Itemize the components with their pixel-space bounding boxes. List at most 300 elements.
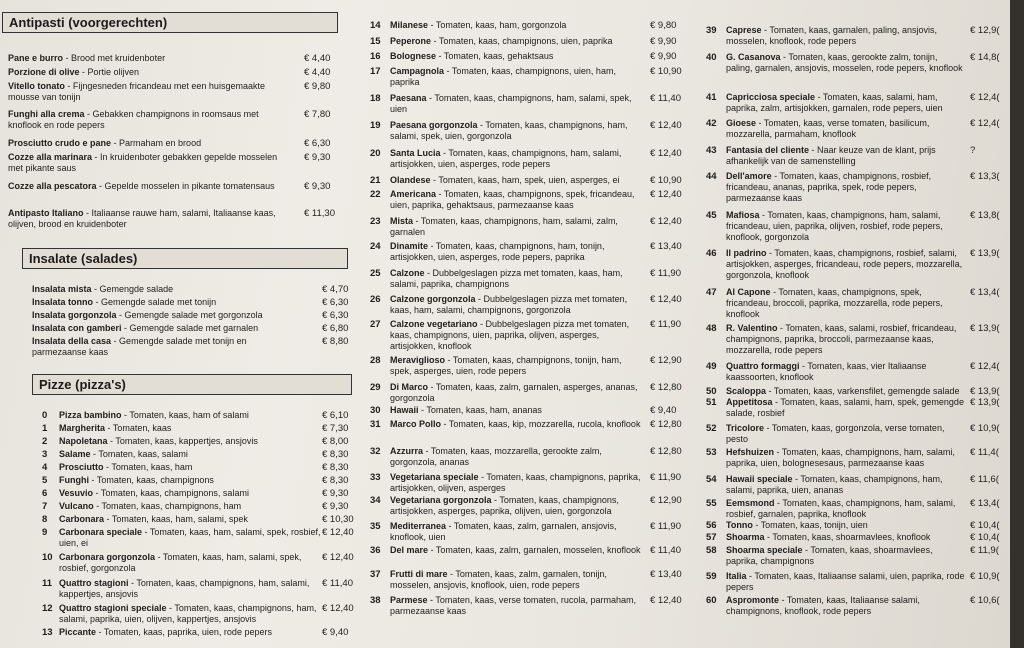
item-price: € 7,80 bbox=[304, 109, 331, 120]
item-description: - Tomaten, kaas bbox=[105, 423, 172, 433]
item-price: € 12,40 bbox=[322, 552, 354, 563]
item-name: Mafiosa bbox=[726, 210, 760, 220]
item-description: - Tomaten, kaas, salami, ham, spek, gemengde salade, rosbief bbox=[726, 397, 964, 418]
item-number: 0 bbox=[42, 410, 48, 421]
menu-item bbox=[42, 514, 352, 525]
menu-item bbox=[42, 527, 352, 549]
menu-item bbox=[706, 386, 1012, 397]
item-number: 7 bbox=[42, 501, 48, 512]
item-description: - Tomaten, kaas, champignons, tonijn, ham, spek, asperges, uien, rode pepers bbox=[390, 355, 622, 376]
item-description: - Tomaten, kaas, champignons bbox=[89, 475, 214, 485]
menu-item bbox=[42, 552, 352, 574]
item-number: 6 bbox=[42, 488, 48, 499]
item-name: Funghi bbox=[59, 475, 89, 485]
item-price: € 9,90 bbox=[650, 51, 677, 62]
menu-item bbox=[706, 397, 1012, 419]
item-number: 42 bbox=[706, 118, 717, 129]
item-number: 12 bbox=[42, 603, 53, 614]
item-price: € 11,90 bbox=[650, 319, 681, 330]
item-description: - Tomaten, kaas, champignons, artisjokken, asperges, paprika, olijven, uien, gorgonzola bbox=[390, 495, 619, 516]
menu-item bbox=[370, 595, 700, 617]
item-price: € 8,30 bbox=[322, 449, 349, 460]
item-description: - Portie olijven bbox=[79, 67, 140, 77]
menu-item bbox=[370, 294, 700, 316]
item-name: Marco Pollo bbox=[390, 419, 442, 429]
item-number: 32 bbox=[370, 446, 381, 457]
item-number: 2 bbox=[42, 436, 48, 447]
item-price: € 9,40 bbox=[322, 627, 349, 638]
item-number: 36 bbox=[370, 545, 381, 556]
item-number: 40 bbox=[706, 52, 717, 63]
item-price: € 12,40 bbox=[650, 294, 682, 305]
item-description: - Gemengde salade bbox=[91, 284, 174, 294]
item-name: Capricciosa speciale bbox=[726, 92, 816, 102]
item-description: - Tomaten, kaas, champignons, salami bbox=[93, 488, 249, 498]
item-number: 10 bbox=[42, 552, 53, 563]
item-description: - Tomaten, kaas, zalm, garnalen, asperges, ananas, gorgonzola bbox=[390, 382, 638, 403]
item-price: € 10,90 bbox=[650, 66, 682, 77]
item-price: € 12,90 bbox=[650, 355, 682, 366]
item-description: - Dubbelgeslagen pizza met tomaten, kaas, champignons, uien, paprika, olijven, asperges, artisjokken, knoflook bbox=[390, 319, 630, 351]
item-name: Calzone gorgonzola bbox=[390, 294, 476, 304]
item-number: 35 bbox=[370, 521, 381, 532]
item-price: € 12,80 bbox=[650, 446, 682, 457]
item-name: Peperone bbox=[390, 36, 432, 46]
item-description: - Tomaten, kaas, salami, ham, paprika, zalm, artisjokken, garnalen, rode pepers, uien bbox=[726, 92, 943, 113]
item-number: 14 bbox=[370, 20, 381, 31]
item-name: Piccante bbox=[59, 627, 97, 637]
menu-item bbox=[370, 241, 700, 263]
item-name: Olandese bbox=[390, 175, 431, 185]
item-price: € 13,3( bbox=[970, 171, 1000, 182]
item-name: Di Marco bbox=[390, 382, 429, 392]
item-number: 19 bbox=[370, 120, 381, 131]
item-number: 47 bbox=[706, 287, 717, 298]
menu-item bbox=[706, 287, 1012, 320]
item-name: Tonno bbox=[726, 520, 753, 530]
section-title-insalate: Insalate (salades) bbox=[22, 248, 348, 269]
item-name: Vulcano bbox=[59, 501, 94, 511]
item-name: Azzurra bbox=[390, 446, 424, 456]
item-price: € 6,10 bbox=[322, 410, 349, 421]
item-number: 1 bbox=[42, 423, 48, 434]
item-number: 3 bbox=[42, 449, 48, 460]
menu-item bbox=[706, 118, 1012, 140]
item-description: - Gepelde mosselen in pikante tomatensaus bbox=[96, 181, 275, 191]
item-description: - Italiaanse rauwe ham, salami, Italiaanse kaas, olijven, brood en kruidenboter bbox=[8, 208, 276, 229]
item-number: 5 bbox=[42, 475, 48, 486]
item-number: 22 bbox=[370, 189, 381, 200]
item-price: € 4,40 bbox=[304, 53, 331, 64]
item-number: 29 bbox=[370, 382, 381, 393]
item-description: - Tomaten, kaas, champignons, ham, salami, artisjokken, uien, asperges, rode pepers bbox=[390, 148, 622, 169]
item-name: Campagnola bbox=[390, 66, 445, 76]
item-price: € 14,8( bbox=[970, 52, 1000, 63]
item-name: Americana bbox=[390, 189, 437, 199]
item-number: 21 bbox=[370, 175, 381, 186]
item-description: - Tomaten, kaas, champignons, ham, salami, paprika, uien, bolognesesaus, parmezaanse kaas bbox=[726, 447, 955, 468]
item-description: - Tomaten, kaas, champignons, ham, salami, rosbief, garnalen, paprika, knoflook bbox=[726, 498, 956, 519]
item-price: € 8,00 bbox=[322, 436, 349, 447]
menu-item bbox=[32, 297, 352, 308]
menu-item bbox=[706, 210, 1012, 243]
item-number: 17 bbox=[370, 66, 381, 77]
item-price: € 10,6( bbox=[970, 595, 1000, 606]
item-number: 33 bbox=[370, 472, 381, 483]
item-name: Carbonara gorgonzola bbox=[59, 552, 156, 562]
item-description: - Tomaten, kaas, Italiaanse salami, champignons, knoflook, rode pepers bbox=[726, 595, 920, 616]
item-number: 23 bbox=[370, 216, 381, 227]
display-case-edge bbox=[1010, 0, 1024, 648]
item-description: - Tomaten, kaas, zalm, garnalen, ansjovis, knoflook, uien bbox=[390, 521, 617, 542]
item-description: - Gemengde salade met gorgonzola bbox=[116, 310, 263, 320]
menu-column-1 bbox=[0, 0, 355, 648]
item-price: € 9,80 bbox=[650, 20, 677, 31]
item-price: € 13,9( bbox=[970, 386, 1000, 397]
item-description: - Tomaten, kaas, champignons, ham, salami, spek, uien, gorgonzola bbox=[390, 120, 628, 141]
menu-item bbox=[370, 419, 700, 430]
item-description: - Tomaten, kaas, ham, salami, spek bbox=[104, 514, 248, 524]
item-description: - Tomaten, kaas, shoarmavlees, knoflook bbox=[764, 532, 931, 542]
item-description: - Tomaten, kaas, champignons, ham, salami, zalm, garnalen bbox=[390, 216, 618, 237]
item-price: € 12,4( bbox=[970, 361, 1000, 372]
menu-item bbox=[32, 284, 352, 295]
item-description: - Tomaten, kaas, champignons, rosbief, fricandeau, ananas, paprika, spek, rode pepers, parmezaanse kaas bbox=[726, 171, 932, 203]
menu-item bbox=[8, 67, 348, 78]
item-price: € 11,90 bbox=[650, 268, 681, 279]
menu-item bbox=[370, 545, 700, 556]
item-description: - Tomaten, kaas, champignons, paprika, artisjokken, olijven, asperges bbox=[390, 472, 641, 493]
item-name: Cozze alla marinara bbox=[8, 152, 93, 162]
item-description: - Gebakken champignons in roomsaus met knoflook en rode pepers bbox=[8, 109, 259, 130]
item-price: € 13,4( bbox=[970, 287, 1000, 298]
item-name: Insalata tonno bbox=[32, 297, 94, 307]
item-number: 44 bbox=[706, 171, 717, 182]
item-price: € 9,30 bbox=[304, 181, 331, 192]
item-number: 53 bbox=[706, 447, 717, 458]
item-description: - Tomaten, kaas, salami, rosbief, fricandeau, champignons, paprika, broccoli, parmezaanse kaas, mozzarella, rode pepers bbox=[726, 323, 957, 355]
item-price: € 12,40 bbox=[322, 527, 354, 538]
item-name: Insalata con gamberi bbox=[32, 323, 122, 333]
menu-item bbox=[370, 495, 700, 517]
item-description: - Tomaten, kaas, champignons, ham, salami, paprika, uien, olijven, kappertjes, ansjovis bbox=[59, 603, 317, 624]
item-price: € 13,40 bbox=[650, 569, 682, 580]
item-number: 16 bbox=[370, 51, 381, 62]
item-price: € 13,9( bbox=[970, 323, 1000, 334]
item-price: € 12,40 bbox=[650, 120, 682, 131]
item-price: € 13,9( bbox=[970, 248, 1000, 259]
item-description: - Tomaten, kaas, champignons, ham, salami, kappertjes, ansjovis bbox=[59, 578, 310, 599]
item-description: - Tomaten, kaas, vier Italiaanse kaassoorten, knoflook bbox=[726, 361, 927, 382]
item-price: € 4,70 bbox=[322, 284, 349, 295]
item-price: € 13,9( bbox=[970, 397, 1000, 408]
menu-item bbox=[706, 361, 1012, 383]
item-number: 34 bbox=[370, 495, 381, 506]
menu-item bbox=[42, 423, 352, 434]
item-description: - Tomaten, kaas, garnalen, paling, ansjovis, mosselen, knoflook, rode pepers bbox=[726, 25, 937, 46]
item-name: Insalata gorgonzola bbox=[32, 310, 117, 320]
item-price: € 11,9( bbox=[970, 545, 999, 556]
menu-item bbox=[42, 578, 352, 600]
item-price: € 10,9( bbox=[970, 571, 1000, 582]
item-price: € 11,4( bbox=[970, 447, 999, 458]
menu-item bbox=[370, 521, 700, 543]
item-name: Meraviglioso bbox=[390, 355, 446, 365]
item-number: 25 bbox=[370, 268, 381, 279]
menu-item bbox=[42, 488, 352, 499]
item-name: Mista bbox=[390, 216, 414, 226]
item-description: - Tomaten, kaas, mozzarella, gerookte zalm, gorgonzola, ananas bbox=[390, 446, 602, 467]
item-name: Hefshuizen bbox=[726, 447, 775, 457]
menu-item bbox=[370, 189, 700, 211]
item-name: Carbonara speciale bbox=[59, 527, 143, 537]
menu-item bbox=[42, 462, 352, 473]
item-number: 46 bbox=[706, 248, 717, 259]
item-name: Calzone vegetariano bbox=[390, 319, 478, 329]
item-number: 39 bbox=[706, 25, 717, 36]
item-name: G. Casanova bbox=[726, 52, 781, 62]
item-name: Hawaii speciale bbox=[726, 474, 793, 484]
menu-item bbox=[706, 423, 1012, 445]
menu-item bbox=[370, 175, 700, 186]
item-description: - Tomaten, kaas, ham, ananas bbox=[418, 405, 542, 415]
menu-item bbox=[32, 310, 352, 321]
item-name: Del mare bbox=[390, 545, 429, 555]
item-number: 31 bbox=[370, 419, 381, 430]
item-description: - Tomaten, kaas, verse tomaten, basilicum, mozzarella, parmaham, knoflook bbox=[726, 118, 930, 139]
menu-item bbox=[370, 569, 700, 591]
item-number: 26 bbox=[370, 294, 381, 305]
item-price: € 10,30 bbox=[322, 514, 354, 525]
item-price: € 12,40 bbox=[650, 216, 682, 227]
item-price: € 11,6( bbox=[970, 474, 999, 485]
menu-item bbox=[706, 248, 1012, 281]
menu-item bbox=[42, 449, 352, 460]
menu-item bbox=[370, 36, 700, 47]
item-number: 8 bbox=[42, 514, 48, 525]
menu-item bbox=[706, 145, 1012, 167]
item-price: € 9,40 bbox=[650, 405, 677, 416]
item-price: € 12,4( bbox=[970, 118, 1000, 129]
item-name: Italia bbox=[726, 571, 747, 581]
menu-item bbox=[370, 66, 700, 88]
item-number: 48 bbox=[706, 323, 717, 334]
item-price: € 9,90 bbox=[650, 36, 677, 47]
menu-item bbox=[8, 53, 348, 64]
menu-item bbox=[8, 81, 348, 103]
item-name: Scaloppa bbox=[726, 386, 767, 396]
item-description: - Tomaten, kaas, gerookte zalm, tonijn, paling, garnalen, ansjovis, mosselen, rode pepers, knoflook bbox=[726, 52, 963, 73]
item-description: - Tomaten, kaas, kip, mozzarella, rucola, knoflook bbox=[441, 419, 641, 429]
item-description: - Dubbelgeslagen pizza met tomaten, kaas, ham, salami, paprika, champignons bbox=[390, 268, 623, 289]
item-name: Dinamite bbox=[390, 241, 429, 251]
item-number: 38 bbox=[370, 595, 381, 606]
item-price: € 11,40 bbox=[322, 578, 353, 589]
item-name: Tricolore bbox=[726, 423, 765, 433]
item-name: Aspromonte bbox=[726, 595, 780, 605]
item-price: € 13,4( bbox=[970, 498, 1000, 509]
item-name: Funghi alla crema bbox=[8, 109, 85, 119]
item-name: Napoletana bbox=[59, 436, 108, 446]
menu-item bbox=[42, 436, 352, 447]
menu-item bbox=[32, 336, 352, 358]
item-name: Shoarma bbox=[726, 532, 765, 542]
menu-item bbox=[42, 410, 352, 421]
menu-item bbox=[706, 520, 1012, 531]
item-price: € 11,40 bbox=[650, 545, 681, 556]
item-name: Paesana gorgonzola bbox=[390, 120, 478, 130]
item-price: € 12,40 bbox=[650, 189, 682, 200]
item-name: Insalata della casa bbox=[32, 336, 112, 346]
item-price: € 10,90 bbox=[650, 175, 682, 186]
item-name: Calzone bbox=[390, 268, 425, 278]
item-name: Margherita bbox=[59, 423, 106, 433]
item-name: Cozze alla pescatora bbox=[8, 181, 97, 191]
menu-item bbox=[370, 268, 700, 290]
item-price: € 11,30 bbox=[304, 208, 335, 219]
item-name: Shoarma speciale bbox=[726, 545, 803, 555]
item-name: Al Capone bbox=[726, 287, 771, 297]
item-number: 15 bbox=[370, 36, 381, 47]
item-name: Frutti di mare bbox=[390, 569, 448, 579]
item-price: € 9,30 bbox=[322, 501, 349, 512]
item-number: 52 bbox=[706, 423, 717, 434]
item-name: Quattro stagioni bbox=[59, 578, 129, 588]
item-number: 60 bbox=[706, 595, 717, 606]
menu-item bbox=[32, 323, 352, 334]
item-number: 56 bbox=[706, 520, 717, 531]
item-description: - Tomaten, kaas, champignons, ham bbox=[93, 501, 242, 511]
menu-item bbox=[706, 474, 1012, 496]
menu-item bbox=[706, 171, 1012, 204]
menu-item bbox=[8, 181, 348, 192]
item-name: Prosciutto bbox=[59, 462, 104, 472]
item-description: - Tomaten, kaas, zalm, garnalen, tonijn, mosselen, ansjovis, knoflook, uien, rode pepers bbox=[390, 569, 607, 590]
menu-item bbox=[706, 447, 1012, 469]
item-name: Vitello tonato bbox=[8, 81, 65, 91]
item-price: € 9,80 bbox=[304, 81, 331, 92]
item-name: Antipasto Italiano bbox=[8, 208, 84, 218]
item-description: - Tomaten, kaas, champignons, uien, paprika bbox=[431, 36, 613, 46]
item-description: - Tomaten, kaas, champignons, spek, fricandeau, broccoli, paprika, mozzarella, rode pepers, knoflook bbox=[726, 287, 943, 319]
item-price: € 10,4( bbox=[970, 532, 1000, 543]
item-price: € 10,4( bbox=[970, 520, 1000, 531]
item-number: 55 bbox=[706, 498, 717, 509]
menu-item bbox=[706, 595, 1012, 617]
item-name: Pane e burro bbox=[8, 53, 64, 63]
item-description: - Brood met kruidenboter bbox=[63, 53, 166, 63]
item-name: Fantasia del cliente bbox=[726, 145, 810, 155]
item-name: Parmese bbox=[390, 595, 428, 605]
menu-item bbox=[8, 138, 348, 149]
item-number: 51 bbox=[706, 397, 717, 408]
item-description: - Tomaten, kaas, champignons, rosbief, salami, artisjokken, asperges, fricandeau, rode pepers, mozzarella, gorgonzola, knoflook bbox=[726, 248, 963, 280]
menu-item bbox=[370, 472, 700, 494]
item-price: ? bbox=[970, 145, 976, 156]
item-name: Il padrino bbox=[726, 248, 767, 258]
menu-item bbox=[370, 120, 700, 142]
item-price: € 12,40 bbox=[322, 603, 354, 614]
item-name: Dell'amore bbox=[726, 171, 772, 181]
menu-item bbox=[706, 25, 1012, 47]
item-name: Paesana bbox=[390, 93, 427, 103]
menu-item bbox=[42, 627, 352, 638]
item-price: € 11,40 bbox=[650, 93, 681, 104]
menu-item bbox=[8, 152, 348, 174]
item-description: - Parmaham en brood bbox=[111, 138, 202, 148]
menu-column-2 bbox=[368, 0, 698, 648]
menu-item bbox=[706, 532, 1012, 543]
menu-item bbox=[370, 216, 700, 238]
item-number: 18 bbox=[370, 93, 381, 104]
item-number: 58 bbox=[706, 545, 717, 556]
item-price: € 11,90 bbox=[650, 472, 681, 483]
menu-item bbox=[706, 52, 1012, 74]
item-number: 13 bbox=[42, 627, 53, 638]
menu-item bbox=[706, 498, 1012, 520]
item-price: € 6,30 bbox=[304, 138, 331, 149]
item-description: - Tomaten, kaas, champignons, spek, fricandeau, uien, paprika, gehaktsaus, parmezaanse kaas bbox=[390, 189, 635, 210]
item-description: - Tomaten, kaas, ham of salami bbox=[121, 410, 249, 420]
menu-item bbox=[8, 208, 348, 230]
item-description: - Tomaten, kaas, verse tomaten, rucola, parmaham, parmezaanse kaas bbox=[390, 595, 636, 616]
item-description: - Gemengde salade met garnalen bbox=[121, 323, 259, 333]
menu-item bbox=[42, 501, 352, 512]
item-price: € 13,40 bbox=[650, 241, 682, 252]
item-name: R. Valentino bbox=[726, 323, 778, 333]
item-name: Carbonara bbox=[59, 514, 105, 524]
item-price: € 13,8( bbox=[970, 210, 1000, 221]
item-price: € 4,40 bbox=[304, 67, 331, 78]
item-name: Caprese bbox=[726, 25, 762, 35]
item-description: - Dubbelgeslagen pizza met tomaten, kaas, ham, salami, champignons, gorgonzola bbox=[390, 294, 628, 315]
item-description: - Tomaten, kaas, tonijn, uien bbox=[752, 520, 868, 530]
item-description: - Naar keuze van de klant, prijs afhankelijk van de samenstelling bbox=[726, 145, 936, 166]
item-name: Pizza bambino bbox=[59, 410, 122, 420]
item-price: € 12,80 bbox=[650, 419, 682, 430]
menu-item bbox=[370, 93, 700, 115]
item-description: - Tomaten, kaas, gehaktsaus bbox=[436, 51, 554, 61]
item-description: - Tomaten, kaas, champignons, uien, ham, paprika bbox=[390, 66, 616, 87]
item-name: Quattro stagioni speciale bbox=[59, 603, 167, 613]
menu-item bbox=[370, 319, 700, 352]
menu-item bbox=[370, 405, 700, 416]
menu-item bbox=[706, 323, 1012, 356]
item-description: - Fijngesneden fricandeau met een huisgemaakte mousse van tonijn bbox=[8, 81, 265, 102]
item-name: Milanese bbox=[390, 20, 429, 30]
item-description: - Tomaten, kaas, champignons, ham, salami, fricandeau, uien, paprika, olijven, rosbief, rode pepers, knoflook, gorgonzola bbox=[726, 210, 943, 242]
menu-item bbox=[706, 92, 1012, 114]
item-description: - In kruidenboter gebakken gepelde mosselen met pikante saus bbox=[8, 152, 278, 173]
menu-item bbox=[706, 571, 1012, 593]
item-price: € 11,90 bbox=[650, 521, 681, 532]
item-number: 54 bbox=[706, 474, 717, 485]
item-number: 43 bbox=[706, 145, 717, 156]
item-description: - Tomaten, kaas, ham, salami, spek, rosbief, gorgonzola bbox=[59, 552, 302, 573]
item-number: 50 bbox=[706, 386, 717, 397]
item-description: - Tomaten, kaas, ham, gorgonzola bbox=[428, 20, 567, 30]
menu-item bbox=[8, 109, 348, 131]
item-description: - Tomaten, kaas, gorgonzola, verse tomaten, pesto bbox=[726, 423, 945, 444]
item-description: - Tomaten, kaas, ham, salami, spek, rosbief, uien, ei bbox=[59, 527, 321, 548]
menu-item bbox=[42, 603, 352, 625]
menu-item bbox=[370, 355, 700, 377]
item-description: - Tomaten, kaas, salami bbox=[90, 449, 188, 459]
item-name: Prosciutto crudo e pane bbox=[8, 138, 112, 148]
section-title-antipasti: Antipasti (voorgerechten) bbox=[2, 12, 338, 33]
item-name: Eemsmond bbox=[726, 498, 775, 508]
section-title-pizze: Pizze (pizza's) bbox=[32, 374, 352, 395]
